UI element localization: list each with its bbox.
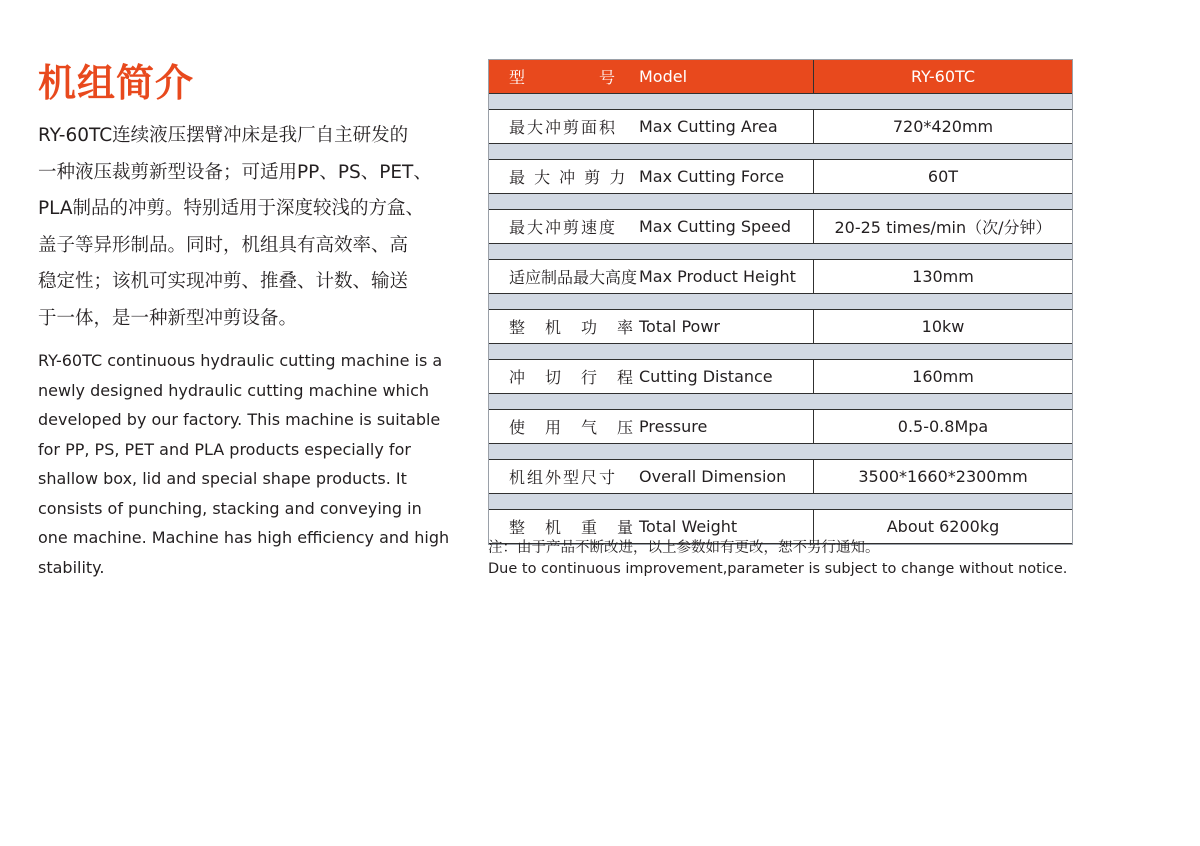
spec-label-cn: 整 机 功 率 <box>509 318 636 337</box>
intro-en-line: newly designed hydraulic cutting machine which <box>38 380 430 400</box>
intro-cn-line: 盖子等异形制品。同时，机组具有高效率、高 <box>38 234 409 256</box>
spec-label-en: Overall Dimension <box>639 467 787 486</box>
spec-value: 3500*1660*2300mm <box>858 467 1028 486</box>
spec-label-en: Max Product Height <box>639 267 796 286</box>
spec-value: About 6200kg <box>886 517 1000 536</box>
footnote-en: Due to continuous improvement,parameter is subject to change without notice. <box>488 561 1068 577</box>
spec-label-cn: 型 号 <box>509 68 618 87</box>
spec-row <box>489 209 1072 244</box>
page-title: 机组简介 <box>38 61 195 105</box>
spec-label <box>489 460 814 493</box>
spec-value: 20-25 times/min（次/分钟） <box>834 218 1052 237</box>
spec-label <box>489 110 814 143</box>
spec-label-cn: 使 用 气 压 <box>509 418 636 437</box>
intro-en-line: shallow box, lid and special shape products. It <box>38 469 407 488</box>
spec-label-cn: 适应制品最大高度 <box>509 268 638 287</box>
spec-label <box>489 210 814 243</box>
spec-label-en: Max Cutting Area <box>639 117 778 136</box>
footnote-cn: 注：由于产品不断改进，以上参数如有更改，恕不另行通知。 <box>488 540 880 556</box>
spec-label-en: Max Cutting Speed <box>639 217 792 236</box>
intro-en-line: consists of punching, stacking and conveying in <box>38 498 422 518</box>
spec-value: RY-60TC <box>910 67 976 86</box>
spec-label <box>489 410 814 443</box>
spec-label-en: Model <box>639 67 688 86</box>
spec-label-en: Max Cutting Force <box>639 167 785 186</box>
spec-row <box>489 359 1072 394</box>
spec-label-en: Cutting Distance <box>639 367 773 386</box>
intro-english <box>38 346 450 582</box>
spec-row <box>489 259 1072 294</box>
spec-label-cn: 最大冲剪面积 <box>509 118 618 137</box>
spec-label <box>489 260 814 293</box>
spec-label-cn: 冲 切 行 程 <box>509 368 636 387</box>
intro-cn-line: 一种液压裁剪新型设备；可适用PP、PS、PET、 <box>38 161 432 183</box>
spec-label <box>489 310 814 343</box>
spec-row <box>489 409 1072 444</box>
intro-cn-line: 于一体，是一种新型冲剪设备。 <box>38 307 298 329</box>
intro-chinese <box>38 118 450 337</box>
spec-label-en: Total Weight <box>639 517 738 536</box>
spec-label-en: Total Powr <box>639 317 720 336</box>
spec-value: 160mm <box>912 367 974 386</box>
spec-label <box>489 60 814 93</box>
spec-value: 130mm <box>912 267 974 286</box>
intro-en-line: stability. <box>38 557 105 577</box>
spec-table <box>488 59 1073 545</box>
spec-row <box>489 309 1072 344</box>
spec-label-cn: 整 机 重 量 <box>509 518 636 537</box>
spec-table-header <box>489 60 1072 94</box>
spec-label-cn: 最 大 冲 剪 力 <box>509 168 628 187</box>
spec-label <box>489 360 814 393</box>
spec-label-en: Pressure <box>639 417 708 436</box>
spec-row <box>489 109 1072 144</box>
spec-label-cn: 最大冲剪速度 <box>509 218 618 237</box>
spec-row <box>489 159 1072 194</box>
intro-cn-line: 稳定性；该机可实现冲剪、推叠、计数、输送 <box>38 271 409 292</box>
spec-value: 10kw <box>921 317 965 336</box>
spec-label <box>489 160 814 193</box>
intro-en-line: one machine. Machine has high efficiency and high <box>38 528 450 547</box>
spec-row <box>489 459 1072 494</box>
footnote <box>488 538 1088 580</box>
intro-en-line: RY-60TC continuous hydraulic cutting machine is a <box>38 351 443 370</box>
spec-value: 60T <box>927 167 959 186</box>
spec-value: 0.5-0.8Mpa <box>897 417 989 436</box>
intro-en-line: for PP, PS, PET and PLA products especially for <box>38 439 411 459</box>
spec-label-cn: 机组外型尺寸 <box>509 468 618 487</box>
intro-cn-line: PLA制品的冲剪。特别适用于深度较浅的方盒、 <box>38 198 425 219</box>
intro-en-line: developed by our factory. This machine is suitable <box>38 410 441 429</box>
intro-cn-line: RY-60TC连续液压摆臂冲床是我厂自主研发的 <box>38 125 409 146</box>
spec-value: 720*420mm <box>892 117 994 136</box>
